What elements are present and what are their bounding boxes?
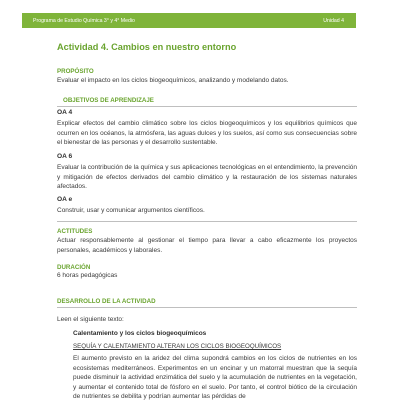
reading-title: Calentamiento y los ciclos biogeoquímicos bbox=[73, 330, 207, 337]
header-bar bbox=[22, 13, 356, 28]
development-heading: DESARROLLO DE LA ACTIVIDAD bbox=[57, 298, 156, 305]
reading-text: El aumento previsto en la aridez del clima supondrá cambios en los ciclos de nutrientes en los ecosistemas mediterráneos. Experimentos en un encinar y un matorral muestran que la sequía puede disminuir la actividad enzimática del suelo y la acumulación de nutrientes en la vegetación, y aumentar el contenido total de fósforo en el suelo. Por tanto, el control biótico de la circulación de nutrientes se debilita y podrían aumentar las pérdidas de bbox=[73, 355, 357, 401]
duration-text: 6 horas pedagógicas bbox=[57, 272, 118, 279]
objectives-divider bbox=[57, 106, 357, 107]
activity-title: Actividad 4. Cambios en nuestro entorno bbox=[57, 42, 237, 52]
duration-heading: DURACIÓN bbox=[57, 264, 91, 271]
reading-subtitle: SEQUÍA Y CALENTAMIENTO ALTERAN LOS CICLOS BIOGEOQUÍMICOS bbox=[73, 343, 282, 350]
objective-code: OA 4 bbox=[57, 109, 73, 116]
objectives-bottom-divider bbox=[57, 221, 357, 222]
objective-text: Explicar efectos del cambio climático sobre los ciclos biogeoquímicos y los equilibrios químicos que ocurren en los océanos, la atmósfera, las aguas dulces y los suelos, así como sus consecuencias sobre el bienestar de las personas y el desarrollo sustentable. bbox=[57, 120, 357, 146]
development-divider bbox=[57, 307, 357, 308]
objective-text: Evaluar la contribución de la química y sus aplicaciones tecnológicas en el entendimiento, la prevención y mitigación de efectos derivados del cambio climático y la restauración de los sistemas naturales afectados. bbox=[57, 164, 357, 190]
development-intro: Leen el siguiente texto: bbox=[57, 316, 124, 323]
objective-code: OA e bbox=[57, 196, 73, 203]
objective-text: Construir, usar y comunicar argumentos científicos. bbox=[57, 207, 205, 214]
attitudes-heading: ACTITUDES bbox=[57, 228, 93, 235]
objective-code: OA 6 bbox=[57, 153, 73, 160]
purpose-text: Evaluar el impacto en los ciclos biogeoquímicos, analizando y modelando datos. bbox=[57, 77, 289, 84]
purpose-heading: PROPÓSITO bbox=[57, 68, 94, 75]
objectives-heading: OBJETIVOS DE APRENDIZAJE bbox=[63, 97, 154, 104]
attitudes-text: Actuar responsablemente al gestionar el tiempo para llevar a cabo eficazmente los proyectos personales, académicos y laborales. bbox=[57, 237, 357, 254]
program-title: Programa de Estudio Química 3° y 4° Medio bbox=[33, 17, 135, 24]
unit-label: Unidad 4 bbox=[323, 17, 344, 24]
